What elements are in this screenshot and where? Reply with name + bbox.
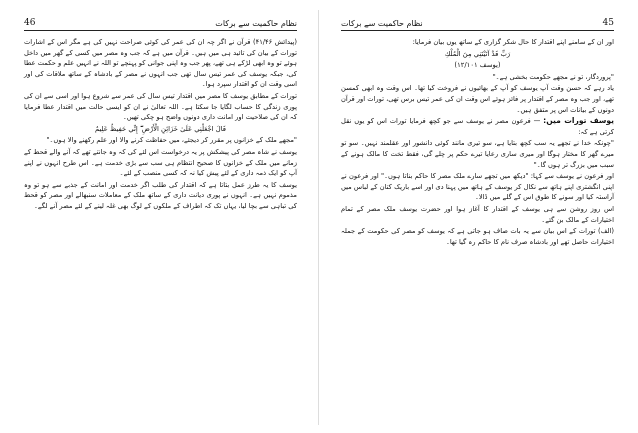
right-page xyxy=(319,0,638,433)
right-page-header xyxy=(341,14,614,31)
paragraph: یوسف نے شاہ مصر کی پیشکش پر یہ درخواست اس لئے کی کہ وہ جانتے تھے کہ آنے والے قحط کے زمانے میں ملک کے خزانوں کا صحیح انتظام ہی سب سے بڑی خدمت ہے۔ اس طرح انہوں نے اپنے آپ کو ایک ذمہ داری کے لئے پیش کیا نہ کہ کسی منصب کے لئے۔ xyxy=(24,147,297,178)
paragraph: یوسف کا یہ طرز عمل بتاتا ہے کہ اقتدار کی طلب اگر خدمت اور امانت کے جذبے سے ہو تو وہ مذموم نہیں ہے۔ انہوں نے پوری دیانت داری کے ساتھ ملک کے معاملات سنبھالے اور مصر کو قحط کی تباہی سے بچا لیا، یہاں تک کہ اطراف کے ملکوں کے لوگ بھی غلہ لینے کے لئے مصر آنے لگے۔ xyxy=(24,180,297,210)
paragraph: اور ان کے سامنے اپنے اقتدار کا حال شکر گزاری کے ساتھ یوں بیان فرمایا: xyxy=(412,38,614,46)
paragraph: یاد رہے کہ حسن وقت آپ یوسف کو آپ کے بھائیوں نے فروخت کیا تھا۔ اس وقت وہ ابھی کمسن تھے، اور جب وہ مصر کے اقتدار پر فائز ہوئے اس وقت ان کی عمر تیس برس تھی، تورات اور قرآن دونوں کے بیانات اس پر متفق ہیں۔ xyxy=(341,84,614,114)
paragraph: تورات کے مطابق یوسف کا مصر میں اقتدار تیس سال کی عمر سے شروع ہوا اور اسی سے ان کی پوری زندگی کا حساب لگایا جا سکتا ہے۔ اللہ تعالیٰ نے ان کو ایسی حالت میں اقتدار عطا فرمایا کہ ان کی صلاحیت اور امانت داری دونوں واضح ہو چکی تھیں۔ xyxy=(24,91,297,122)
quran-verse: قَالَ اجْعَلْنِي عَلَىٰ خَزَائِنِ الْأَرْضِ ۖ إِنِّي حَفِيظٌ عَلِيمٌ xyxy=(94,124,227,133)
left-page-number: 46 xyxy=(24,18,36,28)
verse-translation: "پروردگار، تو نے مجھے حکومت بخشی ہے۔" xyxy=(492,72,614,81)
paragraph: (پیدائش ۴۱/۴۶) قرآن نے اگر چہ ان کی عمر کی کوئی صراحت نہیں کی ہے مگر اس کے اشارات تورات کے بیان کی تائید ہی میں ہیں۔ قرآن میں ہے کہ جب وہ مصر میں کسی کے گھر میں داخل ہوئے تو وہ ابھی لڑکے ہی تھے، پھر جب وہ اپنی جوانی کو پہنچے تو اللہ نے انہیں علم و حکمت عطا کی، جبکہ یوسف کی عمر تیس سال تھی جب انہوں نے مصر کے بادشاہ کے ساتھ ملاقات کی اور اسی وقت ان کو اقتدار سپرد ہوا۔ xyxy=(24,38,297,89)
right-page-header-title: نظام حاکمیت سے برکات xyxy=(341,19,423,28)
paragraph: اس روز روشن سے ہی یوسف کے اقتدار کا آغاز ہوا اور حضرت یوسف ملک مصر کے تمام اختیارات کے مالک بن گئے۔ xyxy=(341,204,614,224)
section-heading: یوسف تورات میں: xyxy=(543,116,614,126)
verse-translation: "مجھے ملک کے خزانوں پر مقرر کر دیجئے، میں حفاظت کرنے والا اور علم رکھنے والا ہوں۔" xyxy=(46,136,297,145)
left-page-header-title: نظام حاکمیت سے برکات xyxy=(215,19,297,28)
left-page-body xyxy=(24,37,297,212)
quran-verse: رَبِّ قَدْ آتَيْتَنِي مِنَ الْمُلْكِ xyxy=(444,49,511,58)
right-page-body xyxy=(341,37,614,247)
section-heading-line xyxy=(341,116,614,137)
right-page-number: 45 xyxy=(602,18,614,28)
paragraph: "چونکہ خدا نے تجھے یہ سب کچھ بتایا ہے، سو تیری مانند کوئی دانشور اور عقلمند نہیں۔ سو تو میرے گھر کا مختار ہوگا اور میری ساری رعایا تیرے حکم پر چلے گی، فقط تخت کا مالک ہونے کے سبب میں بزرگ تر ہوں گا۔" xyxy=(341,139,614,169)
section-heading-rest: — فرعون مصر نے یوسف سے جو کچھ فرمایا تورات اس کو یوں نقل کرتی ہے کہ: xyxy=(341,117,614,136)
paragraph: (الف) تورات کے اس بیان سے یہ بات صاف ہو جاتی ہے کہ یوسف کو مصر کی حکومت کے جملہ اختیارات حاصل تھے اور بادشاہ صرف نام کا حاکم رہ گیا تھا۔ xyxy=(341,227,614,246)
left-page-header xyxy=(24,14,297,31)
paragraph: اور فرعون نے یوسف سے کہا: "دیکھ میں تجھے سارے ملک مصر کا حاکم بناتا ہوں۔" اور فرعون نے اپنی انگشتری اپنے ہاتھ سے نکال کر یوسف کے ہاتھ میں پہنا دی اور اسے باریک کتان کے لباس میں آراستہ کیا اور سونے کا طوق اس کے گلے میں ڈالا۔ xyxy=(341,172,614,202)
verse-reference: (یوسف ۱۲/۱۰۱) xyxy=(454,61,501,70)
